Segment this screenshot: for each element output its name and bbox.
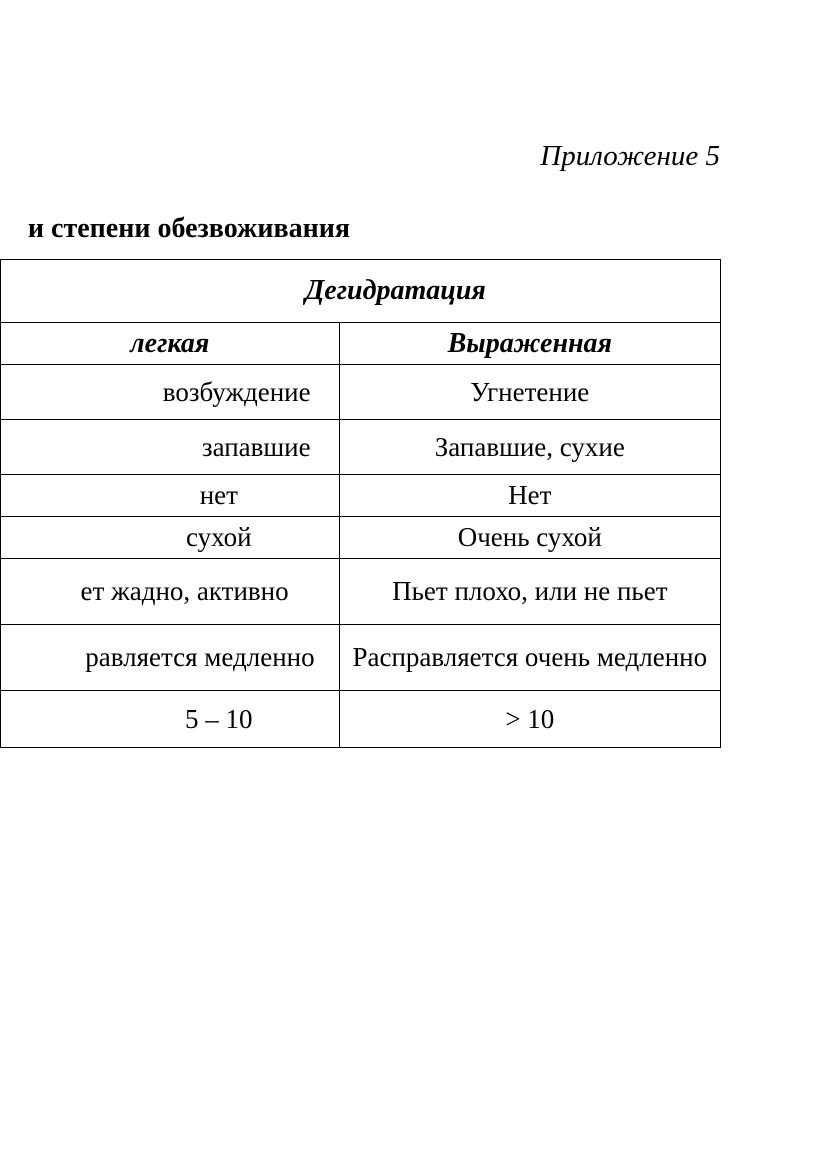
column-header-mild: легкая [1, 323, 340, 365]
cell-severe: Угнетение [339, 365, 720, 420]
cell-severe: Нет [339, 475, 720, 517]
cell-mild: 5 – 10 [1, 691, 340, 748]
column-header-severe: Выраженная [339, 323, 720, 365]
group-header-cell [1, 260, 721, 323]
dehydration-table [0, 259, 721, 748]
cell-mild: нет [1, 475, 340, 517]
table-row [1, 365, 721, 420]
cell-severe: Очень сухой [339, 517, 720, 559]
cell-severe: > 10 [339, 691, 720, 748]
cell-mild: запавшие [1, 420, 340, 475]
appendix-label: Приложение 5 [540, 140, 720, 172]
table-row [1, 559, 721, 625]
table-row [1, 475, 721, 517]
table-row [1, 691, 721, 748]
cell-mild: сухой [1, 517, 340, 559]
table-caption-text: и степени обезвоживания [27, 213, 350, 244]
cell-mild: возбуждение [1, 365, 340, 420]
table-row [1, 420, 721, 475]
group-header-row [1, 260, 721, 323]
cell-mild: равляется медленно [1, 625, 340, 691]
table-caption [0, 213, 720, 253]
table-wrap [0, 259, 721, 749]
group-header-text: Дегидратация [305, 275, 486, 306]
cell-severe: Расправляется очень медленно [339, 625, 720, 691]
table-row [1, 625, 721, 691]
column-header-row [1, 323, 721, 365]
table-row [1, 517, 721, 559]
cell-severe: Запавшие, сухие [339, 420, 720, 475]
cell-mild: ет жадно, активно [1, 559, 340, 625]
cell-severe: Пьет плохо, или не пьет [339, 559, 720, 625]
